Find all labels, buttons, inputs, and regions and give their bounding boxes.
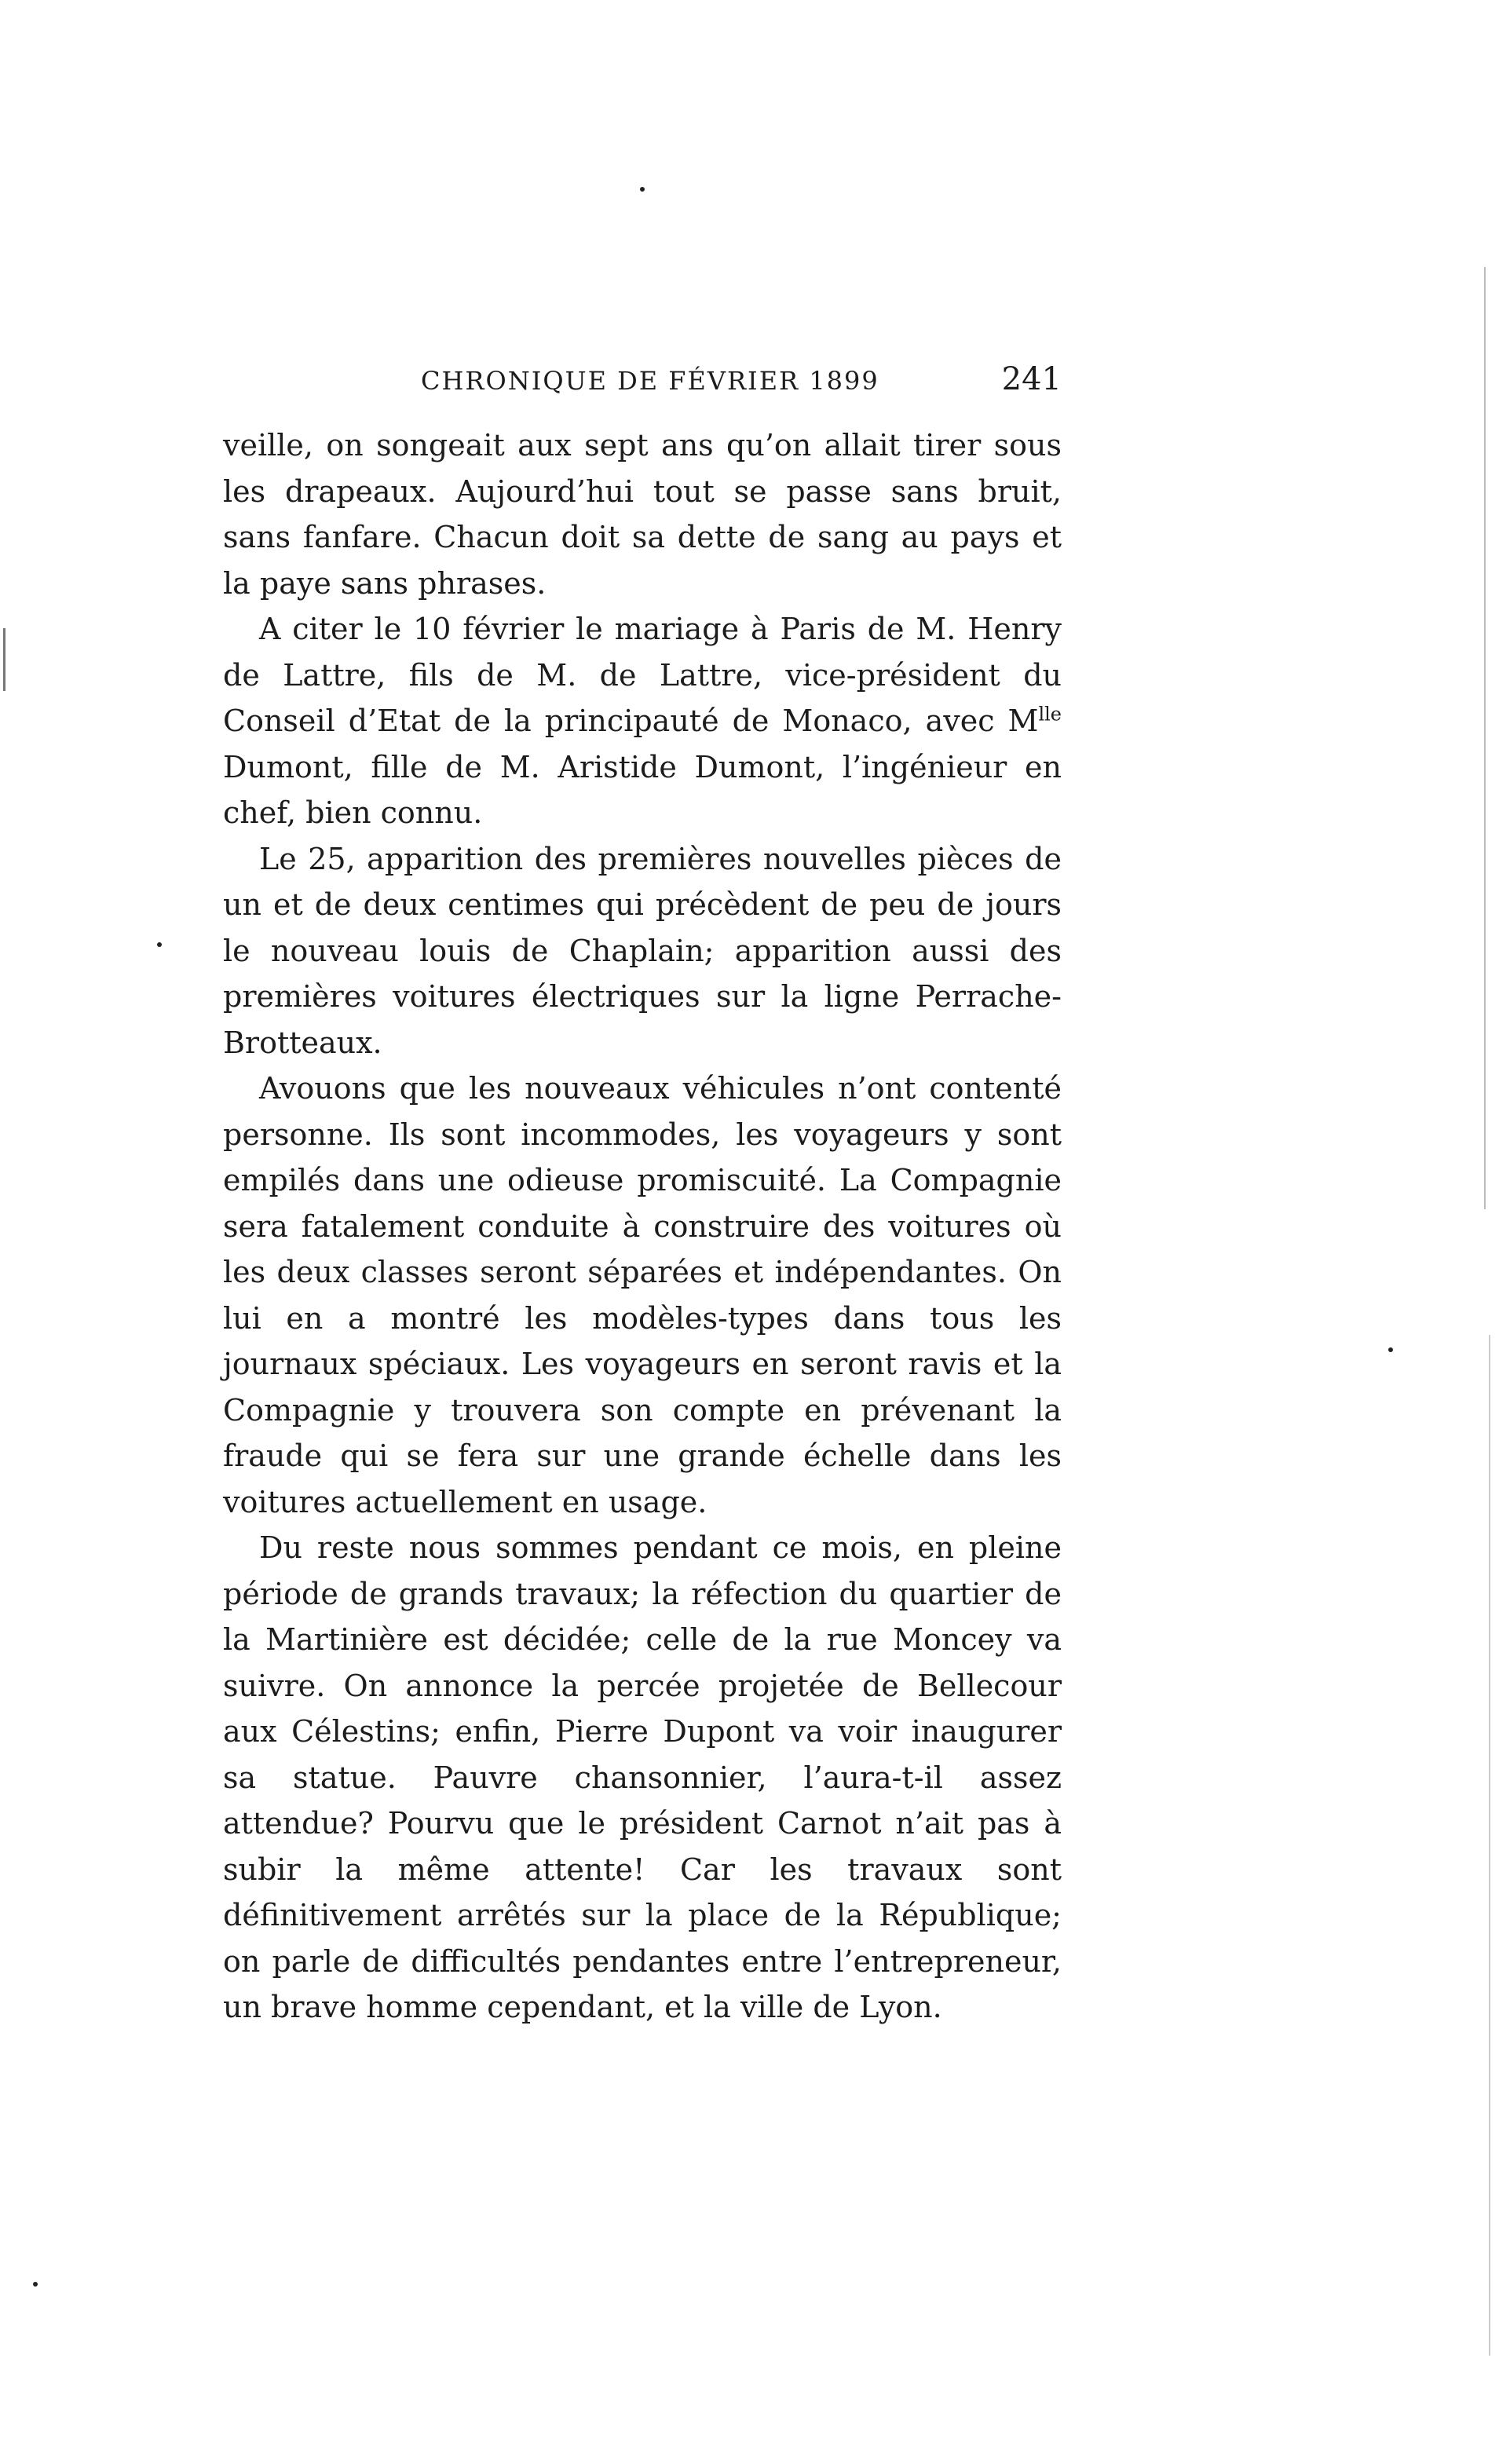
paragraph-5: Du reste nous sommes pendant ce mois, en pleine période de grands travaux; la réfection du quartier de la Martinière est décidée; celle de la rue Moncey va suivre. On annonce la percée projetée de Bellecour aux Célestins; enfin, Pierre Dupont va voir inaugurer sa statue. Pauvre chansonnier, l’aura-t-il assez attendue? Pourvu que le président Carnot n’ait pas à subir la même attente! Car les travaux sont définitivement arrêtés sur la place de la République; on parle de difficultés pendantes entre l’entrepreneur, un brave homme cependant, et la ville de Lyon. [223, 1530, 1062, 2024]
paragraph-2-superscript: lle [1038, 703, 1062, 726]
scan-speck [1388, 1347, 1393, 1352]
paragraph-2-text-b: Dumont, fille de M. Aristide Dumont, l’ingénieur en chef, bien connu. [223, 749, 1062, 830]
running-head: CHRONIQUE DE FÉVRIER 1899 [421, 366, 879, 396]
paragraph-2-text-a: A citer le 10 février le mariage à Paris de M. Henry de Lattre, fils de M. de Lattre, vice-président du Conseil d’Etat de la principauté de Monaco, avec M [223, 612, 1062, 738]
scan-speck [640, 187, 645, 192]
page-header [223, 361, 1062, 413]
page-number: 241 [1001, 361, 1062, 397]
scan-edge-mark [3, 628, 5, 691]
body-text [223, 422, 1062, 2031]
paragraph-4: Avouons que les nouveaux véhicules n’ont contenté personne. Ils sont incommodes, les voyageurs y sont empilés dans une odieuse promiscuité. La Compagnie sera fatalement conduite à construire des voitures où les deux classes seront séparées et indépendantes. On lui en a montré les modèles-types dans tous les journaux spéciaux. Les voyageurs en seront ravis et la Compagnie y trouvera son compte en prévenant la fraude qui se fera sur une grande échelle dans les voitures actuellement en usage. [223, 1071, 1062, 1519]
paragraph-3: Le 25, apparition des premières nouvelles pièces de un et de deux centimes qui précèdent de peu de jours le nouveau louis de Chaplain; apparition aussi des premières voitures électriques sur la ligne Perrache-Brotteaux. [223, 841, 1062, 1060]
scan-edge-mark [1484, 267, 1486, 1209]
scan-edge-mark [1489, 1335, 1490, 2356]
scan-speck [33, 2282, 38, 2287]
paragraph-2 [223, 606, 1062, 836]
paragraph-1: veille, on songeait aux sept ans qu’on allait tirer sous les drapeaux. Aujourd’hui tout se passe sans bruit, sans fanfare. Chacun doit sa dette de sang au pays et la paye sans phrases. [223, 428, 1062, 601]
scan-speck [157, 942, 162, 947]
